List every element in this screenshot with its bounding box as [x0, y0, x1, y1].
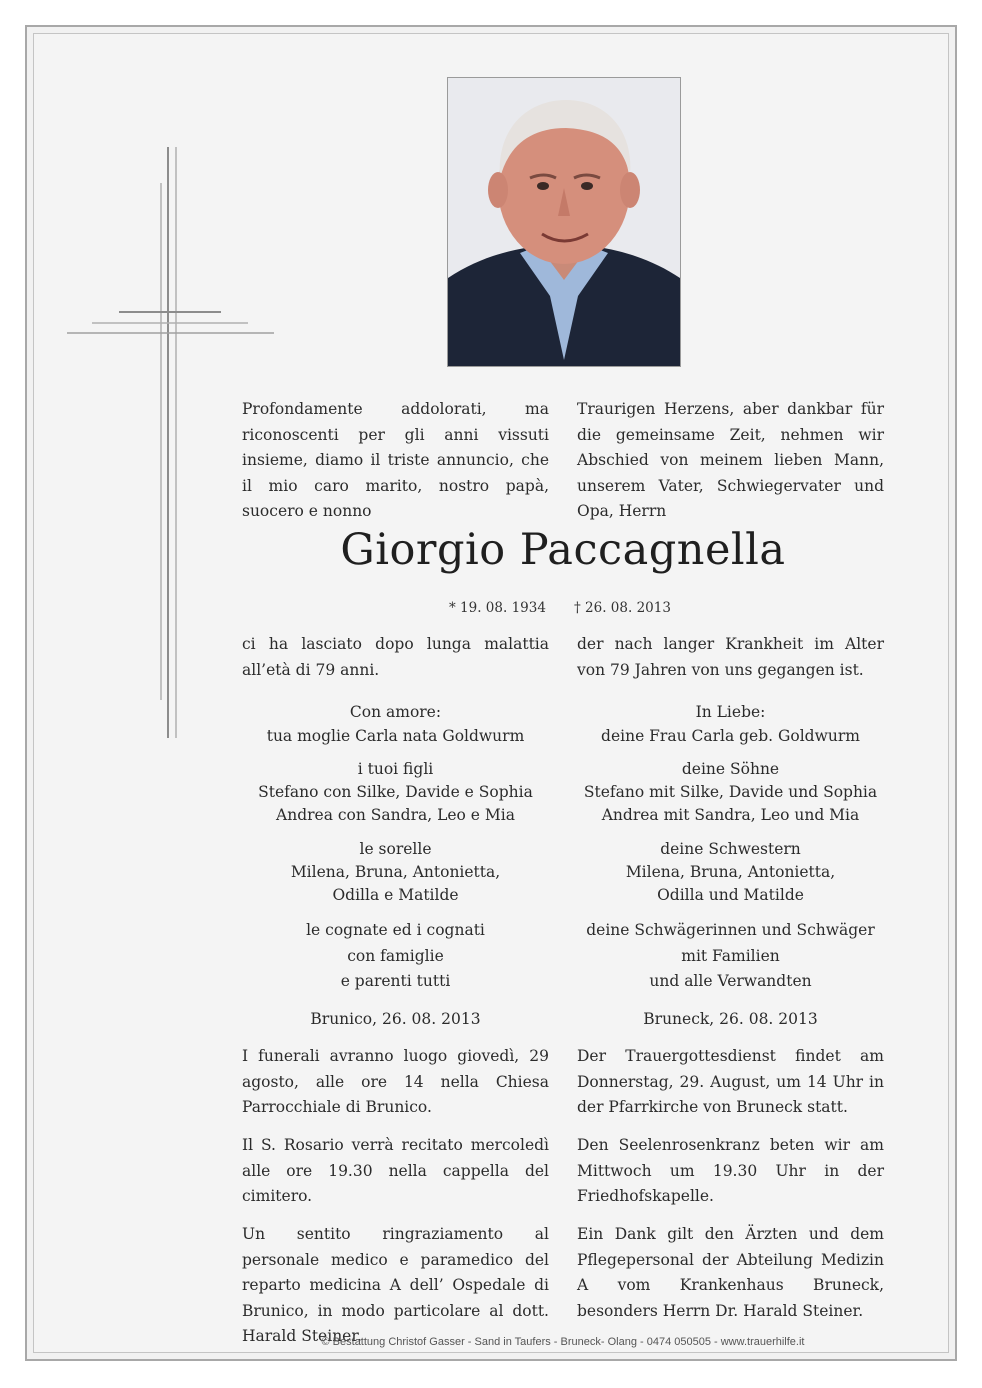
- thanks-german: Ein Dank gilt den Ärzten und dem Pflegepersonal der Abteilung Medizin A vom Krankenhaus Bruneck, besonders Herrn Dr. Harald Steiner.: [577, 1225, 884, 1320]
- family-german-group-1: [577, 700, 884, 748]
- family-line: con famiglie: [347, 946, 444, 965]
- family-german-group-2: [577, 758, 884, 827]
- family-line: Stefano con Silke, Davide e Sophia: [258, 783, 533, 801]
- family-italian-group-2: [242, 758, 549, 827]
- family-line: mit Familien: [681, 946, 780, 965]
- after-italian: ci ha lasciato dopo lunga malattia all’età di 79 anni.: [242, 635, 549, 679]
- birth-date: * 19. 08. 1934: [449, 600, 546, 616]
- rosary-info-german: Den Seelenrosenkranz beten wir am Mittwoch um 19.30 Uhr in der Friedhofskapelle.: [577, 1136, 884, 1205]
- family-line: Andrea con Sandra, Leo e Mia: [276, 806, 515, 824]
- family-german-group-4: [577, 918, 884, 995]
- family-italian-group-4: [242, 918, 549, 995]
- place-date-german: Bruneck, 26. 08. 2013: [643, 1010, 818, 1028]
- intro-german: Traurigen Herzens, aber dankbar für die gemeinsame Zeit, nehmen wir Abschied von meinem lieben Mann, unserem Vater, Schwiegervater und Opa, Herrn: [577, 400, 884, 520]
- funeral-info-german: Der Trauergottesdienst findet am Donnerstag, 29. August, um 14 Uhr in der Pfarrkirche von Bruneck statt.: [577, 1047, 884, 1116]
- family-line: tua moglie Carla nata Goldwurm: [266, 727, 525, 745]
- funeral-info-italian: I funerali avranno luogo giovedì, 29 agosto, alle ore 14 nella Chiesa Parrocchiale di Brunico.: [242, 1047, 549, 1116]
- family-line: Milena, Bruna, Antonietta,: [625, 863, 836, 881]
- family-line: deine Frau Carla geb. Goldwurm: [601, 727, 860, 745]
- after-german: der nach langer Krankheit im Alter von 79 Jahren von uns gegangen ist.: [577, 635, 884, 679]
- portrait-photo: [447, 77, 681, 367]
- family-line: Odilla und Matilde: [657, 886, 804, 904]
- deceased-name: Giorgio Paccagnella: [340, 525, 786, 575]
- family-line: Con amore:: [349, 703, 442, 721]
- family-line: le sorelle: [359, 840, 432, 858]
- family-line: e parenti tutti: [340, 972, 451, 990]
- family-german-group-3: [577, 838, 884, 907]
- family-line: Odilla e Matilde: [332, 886, 459, 904]
- family-italian-group-3: [242, 838, 549, 907]
- thanks-italian: Un sentito ringraziamento al personale medico e paramedico del reparto medicina A dell’ Ospedale di Brunico, in modo particolare al dott. Harald Steiner.: [242, 1225, 549, 1345]
- family-italian-group-1: [242, 700, 549, 748]
- family-line: deine Schwestern: [660, 840, 801, 858]
- family-line: Stefano mit Silke, Davide und Sophia: [583, 783, 878, 801]
- footer-credit: © Bestattung Christof Gasser - Sand in Taufers - Bruneck- Olang - 0474 050505 - www.trauerhilfe.it: [321, 1336, 805, 1348]
- family-line: deine Söhne: [681, 760, 780, 778]
- family-line: Milena, Bruna, Antonietta,: [290, 863, 501, 881]
- place-date-italian: Brunico, 26. 08. 2013: [310, 1010, 481, 1028]
- family-line: le cognate ed i cognati: [306, 921, 485, 939]
- death-date: † 26. 08. 2013: [574, 600, 671, 616]
- intro-italian: Profondamente addolorati, ma riconoscenti per gli anni vissuti insieme, diamo il triste annuncio, che il mio caro marito, nostro papà, suocero e nonno: [242, 400, 549, 520]
- rosary-info-italian: Il S. Rosario verrà recitato mercoledì alle ore 19.30 nella cappella del cimitero.: [242, 1136, 549, 1205]
- family-line: Andrea mit Sandra, Leo und Mia: [601, 806, 860, 824]
- family-line: und alle Verwandten: [649, 972, 812, 990]
- family-line: deine Schwägerinnen und Schwäger: [586, 921, 875, 939]
- family-line: i tuoi figli: [357, 760, 434, 778]
- family-line: In Liebe:: [695, 703, 766, 721]
